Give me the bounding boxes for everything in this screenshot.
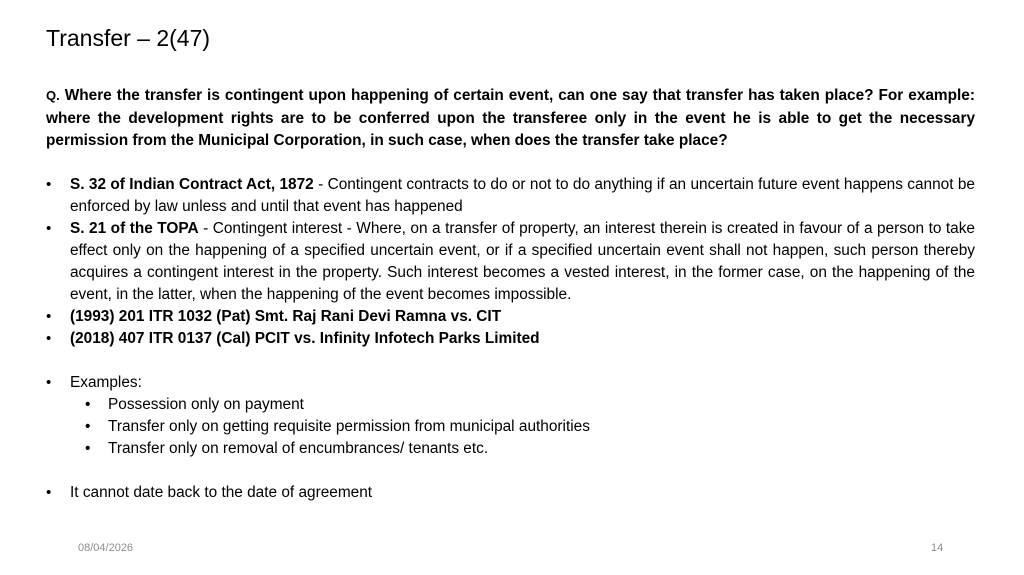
bullet-item — [46, 218, 975, 306]
bullet-item — [46, 174, 975, 218]
footer-date: 08/04/2026 — [78, 542, 134, 554]
question-label: Q. — [46, 88, 60, 103]
page-number: 14 — [931, 542, 944, 554]
slide-title: Transfer – 2(47) — [46, 25, 211, 51]
bullet-bold: (1993) 201 ITR 1032 (Pat) Smt. Raj Rani Devi Ramna vs. CIT — [70, 308, 502, 325]
bullet-bold: S. 32 of Indian Contract Act, 1872 — [70, 176, 314, 193]
question-paragraph — [46, 85, 975, 153]
content-body — [46, 174, 975, 504]
spacer — [46, 350, 975, 372]
bullet-bold: S. 21 of the TOPA — [70, 220, 199, 237]
bullet-item — [46, 328, 975, 350]
spacer — [46, 460, 975, 482]
example-item: • Transfer only on getting requisite permission from municipal authorities — [46, 416, 975, 438]
example-item: • Possession only on payment — [46, 394, 975, 416]
bullet-text: - Contingent contracts to do or not to do anything if an uncertain future event happens cannot be enforced by law unless and until that event has happened — [70, 176, 975, 215]
bullet-item — [46, 306, 975, 328]
final-bullet: • It cannot date back to the date of agreement — [46, 482, 975, 504]
example-item: • Transfer only on removal of encumbrances/ tenants etc. — [46, 438, 975, 460]
examples-label: • Examples: — [46, 372, 975, 394]
bullet-bold: (2018) 407 ITR 0137 (Cal) PCIT vs. Infinity Infotech Parks Limited — [70, 330, 540, 347]
question-text: Where the transfer is contingent upon happening of certain event, can one say that transfer has taken place? For example: where the development rights are to be conferred upon the transferee only in the event he is able to get the necessary permission from the Municipal Corporation, in such case, when does the transfer take place? — [46, 87, 975, 149]
bullet-text: - Contingent interest - Where, on a transfer of property, an interest therein is created in favour of a person to take effect only on the happening of a specified uncertain event, or if a specified uncertain event shall not happen, such person thereby acquires a contingent interest in the property. Such interest becomes a vested interest, in the former case, on the happening of the event, in the latter, when the happening of the event becomes impossible. — [70, 220, 975, 303]
